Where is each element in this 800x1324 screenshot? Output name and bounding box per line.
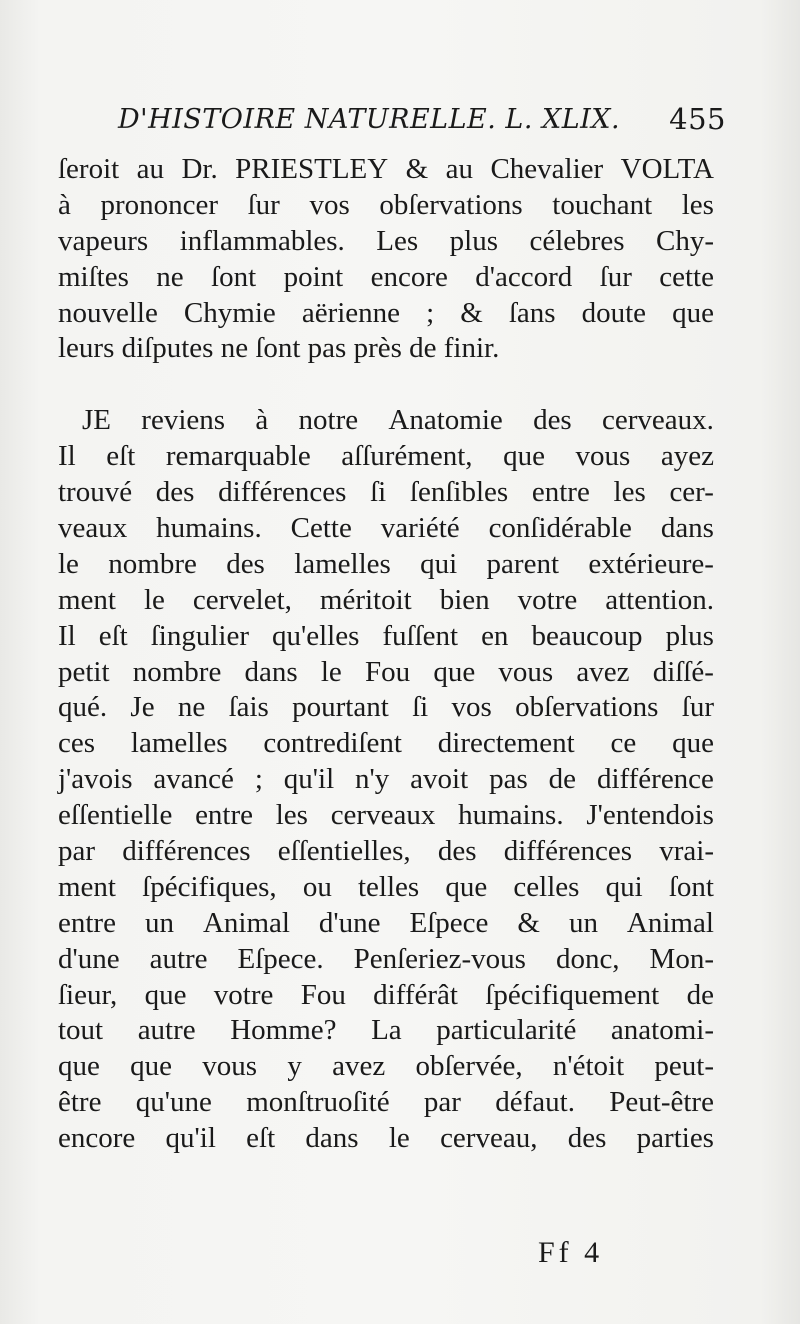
paragraph-1 [58,152,714,367]
header-title: D'HISTOIRE NATURELLE. L. XLIX. [118,104,621,135]
text-line: ſieur, que votre Fou différât ſpécifiquement de [58,978,714,1011]
text-line: à prononcer ſur vos obſervations touchant les [58,188,714,221]
text-line: miſtes ne ſont point encore d'accord ſur cette [58,260,714,293]
text-line: ment le cervelet, méritoit bien votre attention. [58,583,714,616]
text-line: JE reviens à notre Anatomie des cerveaux. [82,404,714,437]
text-line: trouvé des différences ſi ſenſibles entre les cer- [58,476,714,509]
text-line: qué. Je ne ſais pourtant ſi vos obſervations ſur [58,691,714,724]
text-line: veaux humains. Cette variété conſidérable dans [58,512,714,545]
text-line: être qu'une monſtruoſité par défaut. Peut-être [58,1086,714,1119]
text-line: Il eſt remarquable aſſurément, que vous ayez [58,440,714,473]
signature-mark: Ff 4 [538,1236,604,1269]
text-line: vapeurs inflammables. Les plus célebres Chy- [58,224,714,257]
text-line: ment ſpécifiques, ou telles que celles qui ſont [58,870,714,903]
text-line: Il eſt ſingulier qu'elles fuſſent en beaucoup plus [58,619,714,652]
text-line: par différences eſſentielles, des différences vrai- [58,835,714,868]
running-header [118,100,726,144]
text-line: ces lamelles contrediſent directement ce que [58,727,714,760]
text-line: eſſentielle entre les cerveaux humains. J'entendois [58,799,714,832]
paragraph-gap [58,367,714,403]
text-line: ſeroit au Dr. PRIESTLEY & au Chevalier VOLTA [58,153,714,185]
text-line: le nombre des lamelles qui parent extérieure- [58,547,714,580]
text-line: leurs diſputes ne ſont pas près de finir. [58,332,500,365]
body-text [58,152,714,1157]
text-line: entre un Animal d'une Eſpece & un Animal [58,906,714,939]
text-line: petit nombre dans le Fou que vous avez diſſé- [58,655,714,688]
paragraph-2 [58,403,714,1157]
text-line: d'une autre Eſpece. Penſeriez-vous donc, Mon- [58,942,714,975]
text-line: nouvelle Chymie aërienne ; & ſans doute que [58,296,714,329]
text-line: que que vous y avez obſervée, n'étoit peut- [58,1050,714,1083]
text-line: j'avois avancé ; qu'il n'y avoit pas de différence [58,763,714,796]
text-line: encore qu'il eſt dans le cerveau, des parties [58,1122,714,1155]
page-number: 455 [669,102,726,136]
text-line: tout autre Homme? La particularité anatomi- [58,1014,714,1047]
